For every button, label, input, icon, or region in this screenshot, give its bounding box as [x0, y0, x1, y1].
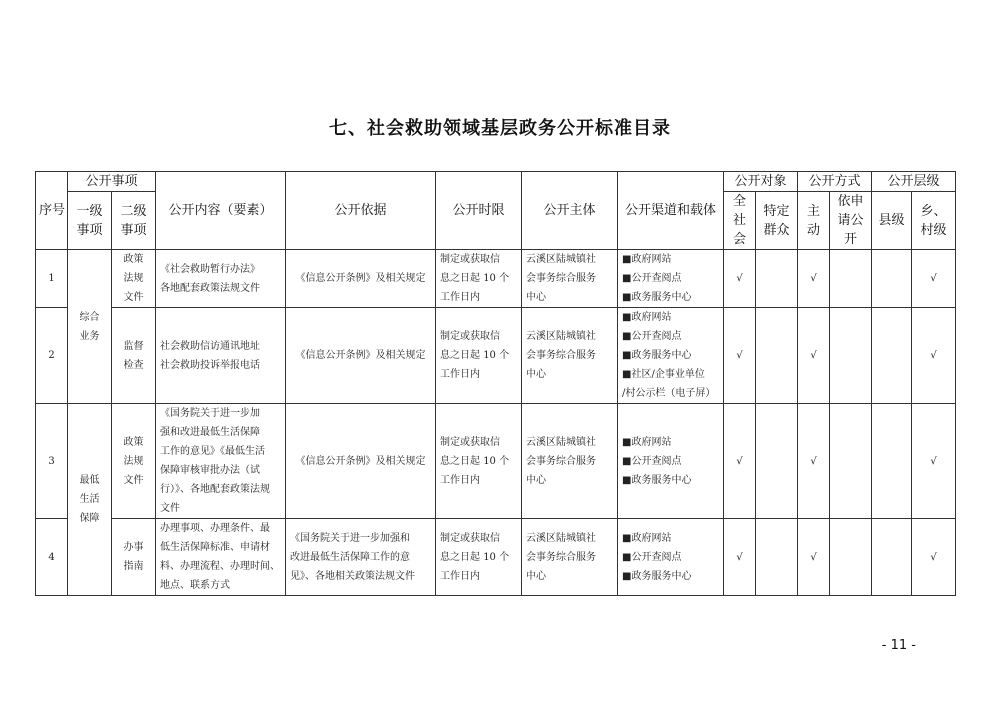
county-cell: [872, 519, 912, 596]
header-matter: 公开事项: [68, 172, 156, 192]
header-level2: 二级事项: [112, 192, 156, 250]
content-cell: 《国务院关于进一步加 强和改进最低生活保障 工作的意见》《最低生活 保障审核审批办法（试 行）》、各地配套政策法规 文件: [156, 404, 286, 519]
apply-cell: [830, 250, 872, 308]
channel-cell: ■政府网站 ■公开查阅点 ■政务服务中心: [618, 404, 724, 519]
header-mode: 公开方式: [798, 172, 872, 192]
header-mode-active: 主动: [798, 192, 830, 250]
page-number: - 11 -: [881, 638, 916, 653]
county-cell: [872, 250, 912, 308]
apply-cell: [830, 308, 872, 404]
time-cell: 制定或获取信 息之日起 10 个 工作日内: [436, 250, 522, 308]
header-target: 公开对象: [724, 172, 798, 192]
header-level-county: 县级: [872, 192, 912, 250]
table-row: [36, 519, 956, 596]
subject-cell: 云溪区陆城镇社 会事务综合服务 中心: [522, 519, 618, 596]
header-level1: 一级事项: [68, 192, 112, 250]
all-cell: √: [724, 308, 756, 404]
basis-cell: 《国务院关于进一步加强和 改进最低生活保障工作的意 见》、各地相关政策法规文件: [286, 519, 436, 596]
basis-cell: 《信息公开条例》及相关规定: [286, 250, 436, 308]
basis-cell: 《信息公开条例》及相关规定: [286, 404, 436, 519]
active-cell: √: [798, 519, 830, 596]
apply-cell: [830, 404, 872, 519]
county-cell: [872, 404, 912, 519]
active-cell: √: [798, 404, 830, 519]
seq-cell: 1: [36, 250, 68, 308]
header-mode-apply: 依申请公开: [830, 192, 872, 250]
level2-cell: 办事指南: [112, 519, 156, 596]
specific-cell: [756, 404, 798, 519]
specific-cell: [756, 519, 798, 596]
table-row: [36, 404, 956, 519]
content-cell: 办理事项、办理条件、最 低生活保障标准、申请材 料、办理流程、办理时间、 地点、联系方式: [156, 519, 286, 596]
level2-cell: 政策法规文件: [112, 250, 156, 308]
seq-cell: 2: [36, 308, 68, 404]
table-row: [36, 308, 956, 404]
village-cell: √: [912, 308, 956, 404]
level2-cell: 监督检查: [112, 308, 156, 404]
header-content: 公开内容（要素）: [156, 172, 286, 250]
active-cell: √: [798, 250, 830, 308]
active-cell: √: [798, 308, 830, 404]
catalog-table: [35, 171, 956, 596]
table-row: [36, 250, 956, 308]
header-row-1: [36, 172, 956, 192]
header-time: 公开时限: [436, 172, 522, 250]
header-level-village: 乡、村级: [912, 192, 956, 250]
subject-cell: 云溪区陆城镇社 会事务综合服务 中心: [522, 250, 618, 308]
all-cell: √: [724, 250, 756, 308]
specific-cell: [756, 308, 798, 404]
village-cell: √: [912, 250, 956, 308]
subject-cell: 云溪区陆城镇社 会事务综合服务 中心: [522, 404, 618, 519]
header-subject: 公开主体: [522, 172, 618, 250]
header-target-all: 全社会: [724, 192, 756, 250]
header-channel: 公开渠道和载体: [618, 172, 724, 250]
village-cell: √: [912, 519, 956, 596]
time-cell: 制定或获取信 息之日起 10 个 工作日内: [436, 404, 522, 519]
time-cell: 制定或获取信 息之日起 10 个 工作日内: [436, 308, 522, 404]
channel-cell: ■政府网站 ■公开查阅点 ■政务服务中心: [618, 250, 724, 308]
time-cell: 制定或获取信 息之日起 10 个 工作日内: [436, 519, 522, 596]
header-target-specific: 特定群众: [756, 192, 798, 250]
apply-cell: [830, 519, 872, 596]
channel-cell: ■政府网站 ■公开查阅点 ■政务服务中心: [618, 519, 724, 596]
all-cell: √: [724, 519, 756, 596]
basis-cell: 《信息公开条例》及相关规定: [286, 308, 436, 404]
specific-cell: [756, 250, 798, 308]
seq-cell: 3: [36, 404, 68, 519]
level1-cell: 最低生活保障: [68, 404, 112, 596]
seq-cell: 4: [36, 519, 68, 596]
all-cell: √: [724, 404, 756, 519]
channel-cell: ■政府网站 ■公开查阅点 ■政务服务中心 ■社区/企事业单位 /村公示栏（电子屏）: [618, 308, 724, 404]
content-cell: 《社会救助暂行办法》 各地配套政策法规文件: [156, 250, 286, 308]
document-title: 七、社会救助领域基层政务公开标准目录: [329, 118, 671, 139]
header-seq: 序号: [36, 172, 68, 250]
header-level: 公开层级: [872, 172, 956, 192]
level1-cell: 综合业务: [68, 250, 112, 404]
village-cell: √: [912, 404, 956, 519]
content-cell: 社会救助信访通讯地址 社会救助投诉举报电话: [156, 308, 286, 404]
level2-cell: 政策法规文件: [112, 404, 156, 519]
header-basis: 公开依据: [286, 172, 436, 250]
county-cell: [872, 308, 912, 404]
subject-cell: 云溪区陆城镇社 会事务综合服务 中心: [522, 308, 618, 404]
